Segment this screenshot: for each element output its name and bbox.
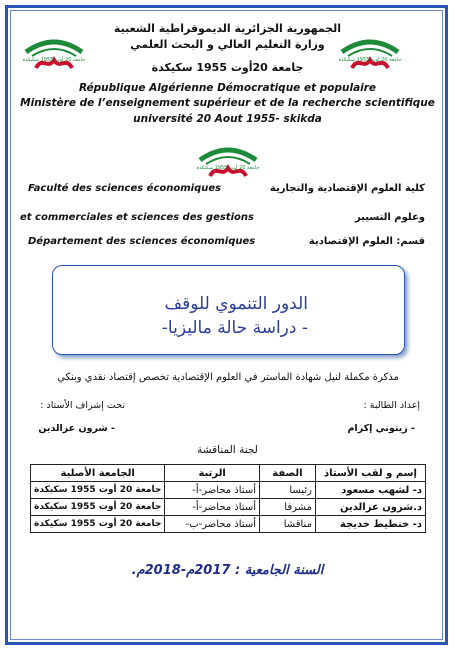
jury-member-role: مناقشا [259, 516, 315, 533]
faculty-ar-line1: كلية العلوم الإقتصادية والتجارية [269, 183, 425, 194]
student-label: إعداد الطالبة : [363, 400, 420, 411]
thesis-title: الدور التنموي للوقف [164, 294, 308, 314]
student-name: - زيتوني إكرام [347, 423, 415, 434]
header-university-ar: جامعة 20أوت 1955 سكيكدة [151, 61, 304, 74]
faculty-fr-line1: Faculté des sciences économiques [28, 183, 222, 194]
header-university-fr: université 20 Aout 1955- skikda [133, 113, 322, 125]
jury-member-university: جامعة 20 أوت 1955 سكيكدة [31, 482, 165, 499]
academic-year: السنة الجامعية : 2017م-2018م. [131, 563, 324, 578]
jury-title: لجنة المناقشة [197, 444, 258, 456]
table-row [31, 499, 426, 516]
department-ar: قسم: العلوم الإقتصادية [308, 236, 425, 247]
memo-description: مذكرة مكملة لنيل شهادة الماستر في العلوم الإقتصادية تخصص إقتصاد نقدي وبنكي [57, 372, 399, 383]
department-fr: Département des sciences économiques [28, 236, 256, 247]
thesis-subtitle: - دراسة حالة ماليزيا- [161, 318, 308, 338]
table-row [31, 516, 426, 533]
university-logo-left [22, 34, 86, 80]
logo-text: جامعة 20 أوت 1955 سكيكدة [196, 165, 260, 171]
jury-member-role: رئيسا [259, 482, 315, 499]
jury-table-header [31, 465, 426, 482]
logo-text: جامعة 20 أوت 1955 سكيكدة [22, 57, 86, 63]
table-row [31, 482, 426, 499]
faculty-fr-line2: et commerciales et sciences des gestions [20, 212, 254, 223]
jury-member-role: مشرفا [259, 499, 315, 516]
jury-member-university: جامعة 20 أوت 1955 سكيكدة [31, 516, 165, 533]
supervisor-name: - شرون عزالدين [38, 423, 115, 434]
logo-text: جامعة 20 أوت 1955 سكيكدة [338, 57, 402, 63]
header-country-ar: الجمهورية الجزائرية الديموقراطية الشعبية [113, 22, 342, 35]
jury-header-role: الصفة [259, 465, 315, 482]
jury-member-name: د- خنطيط خديجة [315, 516, 425, 533]
jury-header-rank: الرتبة [165, 465, 260, 482]
university-logo-center [196, 142, 260, 188]
faculty-ar-line2: وعلوم التسيير [354, 212, 425, 223]
header-country-fr: République Algérienne Démocratique et populaire [78, 82, 377, 94]
jury-header-university: الجامعة الأصلية [31, 465, 165, 482]
thesis-title-box [52, 265, 405, 355]
jury-header-name: إسم و لقب الأستاذ [315, 465, 425, 482]
header-ministry-ar: وزارة التعليم العالي و البحث العلمي [130, 38, 325, 51]
jury-member-university: جامعة 20 أوت 1955 سكيكدة [31, 499, 165, 516]
jury-member-name: د- لشهب مسعود [315, 482, 425, 499]
jury-member-rank: أستاذ محاضر-أ- [165, 482, 260, 499]
supervisor-label: تحت إشراف الأستاذ : [40, 400, 125, 411]
jury-member-rank: أستاذ محاضر-ب- [165, 516, 260, 533]
header-ministry-fr: Ministère de l’enseignement supérieur et de la recherche scientifique [20, 97, 435, 109]
jury-table [30, 464, 426, 533]
jury-member-rank: أستاذ محاضر-أ- [165, 499, 260, 516]
jury-member-name: د.شرون عزالدين [315, 499, 425, 516]
